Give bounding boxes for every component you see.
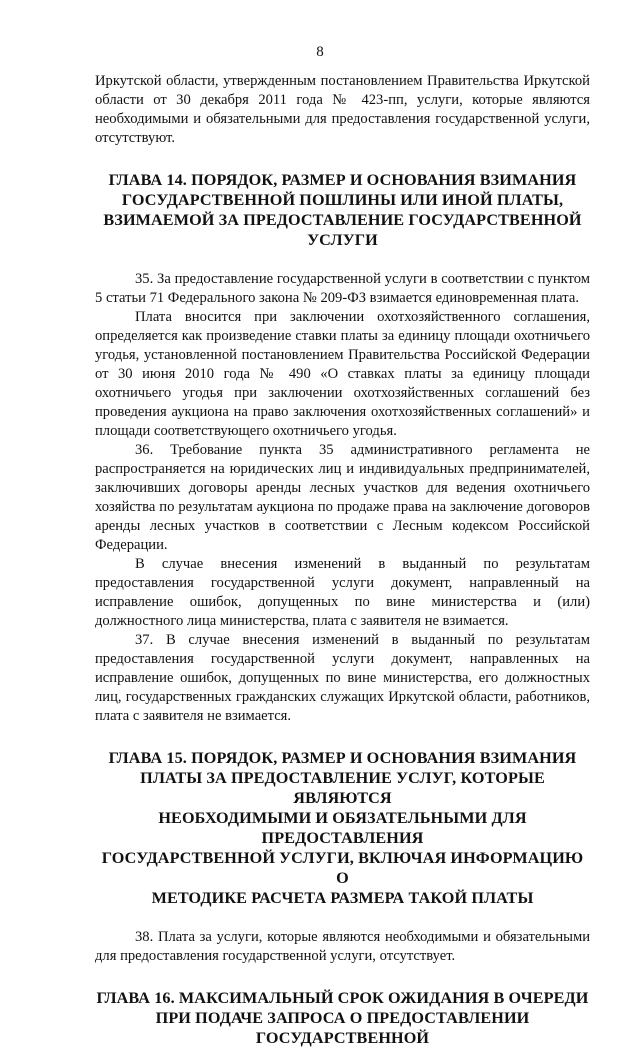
paragraph-37: 37. В случае внесения изменений в выданный по результатам предоставления государственной услуги документ, направленных на исправление ошибок, допущенных по вине министерства, его должностных лиц, государственных гражданских служащих Иркутской области, работников, плата с заявителя не взимается. [95,632,590,724]
paragraph-36-corrections: В случае внесения изменений в выданный по результатам предоставления государственной услуги документ, направленный на исправление ошибок, допущенных по вине министерства и (или) должностного лица министерства, плата с заявителя не взимается. [95,556,590,629]
chapter-16-heading [95,988,590,1048]
paragraph-36: 36. Требование пункта 35 административного регламента не распространяется на юридических лиц и индивидуальных предпринимателей, заключивших договоры аренды лесных участков для ведения охотничьего хозяйства по результатам аукциона по продаже права на заключение договоров аренды лесных участков в соответствии с Лесным кодексом Российской Федерации. [95,442,590,553]
chapter-16-heading-line: ГЛАВА 16. МАКСИМАЛЬНЫЙ СРОК ОЖИДАНИЯ В ОЧЕРЕДИ [96,989,589,1007]
page-number: 8 [316,44,324,60]
chapter-16-heading-line: ПРИ ПОДАЧЕ ЗАПРОСА О ПРЕДОСТАВЛЕНИИ ГОСУДАРСТВЕННОЙ [155,1009,530,1047]
paragraph-38: 38. Плата за услуги, которые являются необходимыми и обязательными для предоставления государственной услуги, отсутствует. [95,929,590,964]
intro-paragraph: Иркутской области, утвержденным постановлением Правительства Иркутской области от 30 декабря 2011 года № 423-пп, услуги, которые являются необходимыми и обязательными для предоставления государственной услуги, отсутствуют. [95,73,590,146]
paragraph-35: 35. За предоставление государственной услуги в соответствии с пунктом 5 статьи 71 Федерального закона № 209-ФЗ взимается единовременная плата. [95,271,590,306]
spacer [95,966,590,988]
spacer [95,908,590,928]
chapter-14-heading-line: ГЛАВА 14. ПОРЯДОК, РАЗМЕР И ОСНОВАНИЯ ВЗИМАНИЯ [108,171,577,189]
chapter-15-heading-line: МЕТОДИКЕ РАСЧЕТА РАЗМЕРА ТАКОЙ ПЛАТЫ [151,889,534,907]
paragraph-35-fee-calculation: Плата вносится при заключении охотхозяйственного соглашения, определяется как произведение ставки платы за единицу площади охотничьего угодья, установленной постановлением Правительства Российской Федерации от 30 июня 2010 года № 490 «О ставках платы за единицу площади охотничьего угодья при заключении охотхозяйственных соглашений без проведения аукциона на право заключения охотхозяйственных соглашений» и площади соответствующего охотничьего угодья. [95,309,590,439]
chapter-15-heading [95,748,590,908]
chapter-14-heading-line: ВЗИМАЕМОЙ ЗА ПРЕДОСТАВЛЕНИЕ ГОСУДАРСТВЕННОЙ УСЛУГИ [103,211,582,249]
spacer [95,250,590,270]
chapter-15-heading-line: ГОСУДАРСТВЕННОЙ УСЛУГИ, ВКЛЮЧАЯ ИНФОРМАЦИЮ О [101,849,584,887]
page-content [95,72,590,1048]
spacer [95,148,590,170]
chapter-15-heading-line: ГЛАВА 15. ПОРЯДОК, РАЗМЕР И ОСНОВАНИЯ ВЗИМАНИЯ [108,749,577,767]
chapter-15-heading-line: НЕОБХОДИМЫМИ И ОБЯЗАТЕЛЬНЫМИ ДЛЯ ПРЕДОСТАВЛЕНИЯ [158,809,527,847]
chapter-15-heading-line: ПЛАТЫ ЗА ПРЕДОСТАВЛЕНИЕ УСЛУГ, КОТОРЫЕ ЯВЛЯЮТСЯ [140,769,545,807]
chapter-14-heading-line: ГОСУДАРСТВЕННОЙ ПОШЛИНЫ ИЛИ ИНОЙ ПЛАТЫ, [121,191,564,209]
spacer [95,726,590,748]
chapter-14-heading [95,170,590,250]
